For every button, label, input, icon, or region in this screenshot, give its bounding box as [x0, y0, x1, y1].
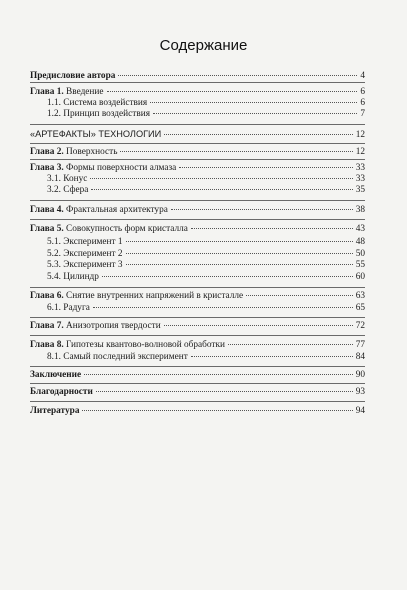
- section-divider: [30, 383, 365, 384]
- toc-entry-prefix: Глава 5.: [30, 224, 64, 234]
- toc-page-number: 94: [355, 406, 365, 416]
- dot-leader: [107, 90, 358, 92]
- toc-entry-title: [30, 236, 123, 248]
- dot-leader: [228, 343, 353, 345]
- toc-entry-label: Снятие внутренних напряжений в кристалле: [63, 291, 244, 301]
- dot-leader: [126, 240, 353, 242]
- section-divider: [30, 219, 365, 220]
- dot-leader: [90, 177, 352, 179]
- section-divider: [30, 287, 365, 288]
- dot-leader: [91, 188, 352, 190]
- toc-page-number: 55: [355, 260, 365, 270]
- toc-entry-title: [30, 320, 161, 332]
- toc-entry-title: [30, 146, 117, 158]
- toc-entry-title: [30, 369, 81, 381]
- dot-leader: [164, 324, 353, 326]
- toc-entry-label: 5.3. Эксперимент 3: [47, 260, 123, 270]
- toc-entry-prefix: Предисловие автора: [30, 71, 116, 81]
- toc-entry[interactable]: [30, 184, 365, 196]
- toc-page-number: 43: [355, 224, 365, 234]
- dot-leader: [191, 355, 353, 357]
- toc-page-number: 65: [355, 303, 365, 313]
- section-divider: [30, 200, 365, 201]
- toc-entry-title: [30, 339, 225, 351]
- toc-page-number: 6: [360, 87, 365, 97]
- toc-entry-title: [30, 302, 90, 314]
- toc-page-number: 63: [355, 291, 365, 301]
- toc-entry-title: [30, 70, 115, 82]
- toc-page-number: 38: [355, 205, 365, 215]
- toc-entry[interactable]: [30, 70, 365, 82]
- toc-entry-title: [30, 290, 243, 302]
- dot-leader: [118, 74, 357, 76]
- dot-leader: [82, 409, 352, 411]
- toc-entry-label: 5.4. Цилиндр: [47, 272, 99, 282]
- dot-leader: [179, 166, 352, 168]
- toc-entry-prefix: Литература: [30, 406, 80, 416]
- section-divider: [30, 401, 365, 402]
- dot-leader: [93, 306, 353, 308]
- dot-leader: [246, 294, 353, 296]
- toc-entry-label: Введение: [63, 87, 104, 97]
- dot-leader: [84, 373, 353, 375]
- toc-page-number: 33: [355, 163, 365, 173]
- dot-leader: [96, 390, 353, 392]
- toc-entry[interactable]: [30, 146, 365, 158]
- toc-entry-title: [30, 204, 168, 216]
- toc-entry-title: [30, 351, 188, 363]
- section-divider: [30, 82, 365, 83]
- toc-entry-title: [30, 108, 150, 120]
- toc-entry-prefix: Глава 7.: [30, 321, 64, 331]
- toc-entry-label: 3.1. Конус: [47, 174, 88, 184]
- toc-entry-prefix: Глава 1.: [30, 87, 64, 97]
- dot-leader: [171, 208, 353, 210]
- toc-page-number: 12: [355, 130, 365, 140]
- toc-entry[interactable]: [30, 351, 365, 363]
- toc-entry[interactable]: [30, 128, 365, 140]
- toc-page-number: 50: [355, 249, 365, 259]
- toc-entry-prefix: Глава 8.: [30, 340, 64, 350]
- toc-entry[interactable]: [30, 223, 365, 235]
- toc-entry[interactable]: [30, 339, 365, 351]
- toc-entry[interactable]: [30, 290, 365, 302]
- toc-entry-label: Формы поверхности алмаза: [63, 163, 177, 173]
- toc-entry-title: [30, 259, 123, 271]
- toc-entry[interactable]: [30, 369, 365, 381]
- dot-leader: [153, 112, 357, 114]
- toc-entry-label: 5.2. Эксперимент 2: [47, 249, 123, 259]
- toc-entry-prefix: Глава 2.: [30, 147, 64, 157]
- toc-page-number: 6: [360, 98, 365, 108]
- toc-entry-label: «АРТЕФАКТЫ» ТЕХНОЛОГИИ: [30, 129, 162, 139]
- toc-entry-label: Гипотезы квантово-волновой обработки: [63, 340, 225, 350]
- toc-entry[interactable]: [30, 405, 365, 417]
- toc-entry-label: 1.1. Система воздействия: [47, 98, 148, 108]
- toc-entry-title: [30, 386, 93, 398]
- toc-page-number: 90: [355, 370, 365, 380]
- toc-page-number: 93: [355, 387, 365, 397]
- section-divider: [30, 143, 365, 144]
- toc-page-number: 33: [355, 174, 365, 184]
- section-divider: [30, 159, 365, 160]
- toc-page-number: 35: [355, 185, 365, 195]
- toc-entry[interactable]: [30, 108, 365, 120]
- toc-entry-label: 3.2. Сфера: [47, 185, 89, 195]
- toc-entry-label: Поверхность: [63, 147, 118, 157]
- toc-entry-prefix: Глава 4.: [30, 205, 64, 215]
- toc-entry-prefix: Глава 6.: [30, 291, 64, 301]
- toc-entry-title: [30, 271, 99, 283]
- toc-entry-label: Фрактальная архитектура: [63, 205, 168, 215]
- toc-entry-prefix: Благодарности: [30, 387, 93, 397]
- toc-page-number: 60: [355, 272, 365, 282]
- page-title: Содержание: [159, 37, 248, 54]
- toc-page-number: 48: [355, 237, 365, 247]
- section-divider: [30, 335, 365, 336]
- toc-entry[interactable]: [30, 271, 365, 283]
- toc-entry-label: 6.1. Радуга: [47, 303, 90, 313]
- dot-leader: [120, 150, 352, 152]
- toc-entry-title: [30, 128, 161, 140]
- section-divider: [30, 124, 365, 125]
- toc-page-number: 12: [355, 147, 365, 157]
- toc-entry-label: 5.1. Эксперимент 1: [47, 237, 123, 247]
- toc-entry[interactable]: [30, 302, 365, 314]
- toc-entry-label: 8.1. Самый последний эксперимент: [47, 352, 188, 362]
- toc-page-number: 77: [355, 340, 365, 350]
- toc-entry-title: [30, 405, 79, 417]
- dot-leader: [164, 133, 352, 135]
- toc-entry[interactable]: [30, 204, 365, 216]
- dot-leader: [126, 252, 353, 254]
- section-divider: [30, 317, 365, 318]
- toc-entry[interactable]: [30, 236, 365, 248]
- dot-leader: [191, 227, 353, 229]
- toc-entry[interactable]: [30, 320, 365, 332]
- toc-page-number: 72: [355, 321, 365, 331]
- dot-leader: [126, 263, 353, 265]
- toc-entry-title: [30, 223, 188, 235]
- dot-leader: [102, 275, 353, 277]
- toc-page-number: 84: [355, 352, 365, 362]
- dot-leader: [150, 101, 357, 103]
- toc-entry[interactable]: [30, 259, 365, 271]
- toc-page-number: 7: [360, 109, 365, 119]
- toc-entry-label: Совокупность форм кристалла: [63, 224, 188, 234]
- toc-entry[interactable]: [30, 386, 365, 398]
- section-divider: [30, 366, 365, 367]
- toc-entry-prefix: Глава 3.: [30, 163, 64, 173]
- toc-entry-prefix: Заключение: [30, 370, 82, 380]
- toc-entry-label: 1.2. Принцип воздействия: [47, 109, 150, 119]
- toc-entry-title: [30, 184, 88, 196]
- toc-entry-label: Анизотропия твердости: [63, 321, 161, 331]
- toc-page-number: 4: [360, 71, 365, 81]
